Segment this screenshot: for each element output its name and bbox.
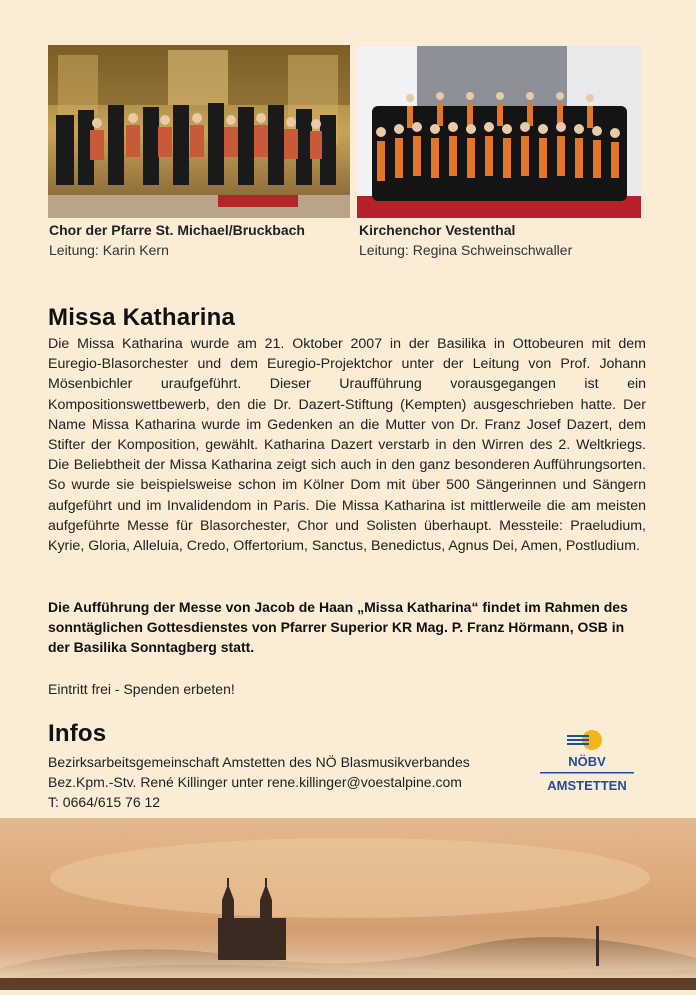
logo-bottom-text: AMSTETTEN [547,778,627,793]
entry-note: Eintritt frei - Spenden erbeten! [48,681,235,697]
announcement-text: Die Aufführung der Messe von Jacob de Haan „Missa Katharina“ findet im Rahmen des sonntäglichen Gottesdienstes von Pfarrer Superior KR Mag. P. Franz Hörmann, OSB in der Basilika Sonntagberg statt. [48,599,628,655]
choir-name: Kirchenchor Vestenthal [359,222,516,238]
choir-leader: Leitung: Karin Kern [49,242,169,258]
basilica-landscape-photo [0,818,696,990]
choir-photo-bruckbach [48,45,350,218]
infos-phone-line: T: 0664/615 76 12 [48,794,161,810]
choir-photo-vestenthal [357,46,641,218]
logo-top-text: NÖBV [568,754,606,769]
choir-caption-2 [359,220,572,260]
choir-caption-1 [49,220,305,260]
noebv-amstetten-logo [532,728,642,798]
infos-heading: Infos [48,720,107,747]
missa-heading: Missa Katharina [48,304,236,331]
missa-body-text: Die Missa Katharina wurde am 21. Oktober 2007 in der Basilika in Ottobeuren mit dem Euregio-Blasorchester und dem Euregio-Projektchor unter der Leitung von Prof. Johann Mösenbichler uraufgeführt. Dieser Uraufführung vorausgegangen ist ein Kompositionswettbewerb, den die Dr. Dazert-Stiftung (Kempten) ausgeschrieben hatte. Der Name Missa Katharina wurde im Gedenken an die Mutter von Dr. Franz Josef Dazert, dem Stifter der Komposition, gewählt. Katharina Dazert verstarb in den Wirren des 2. Weltkriegs. Die Beliebtheit der Missa Katharina zeigt sich auch in den ganz besonderen Aufführungsorten. So wurde sie beispielsweise schon im Kölner Dom mit über 500 Sängerinnen und Sängern aufgeführt und im Invalidendom in Paris. Die Missa Katharina ist mittlerweile die am meisten aufgeführte Messe für Blasorchester, Chor und Solisten überhaupt. Messteile: Praeludium, Kyrie, Gloria, Alleluia, Credo, Offertorium, Sanctus, Benedictus, Agnus Dei, Amen, Postludium. [48,336,646,555]
infos-contact [48,752,470,812]
choir-name: Chor der Pfarre St. Michael/Bruckbach [49,222,305,238]
infos-contact-line: Bez.Kpm.-Stv. René Killinger unter rene.killinger@voestalpine.com [48,774,462,790]
infos-org-line: Bezirksarbeitsgemeinschaft Amstetten des NÖ Blasmusikverbandes [48,754,470,770]
choir-leader: Leitung: Regina Schweinschwaller [359,242,573,258]
